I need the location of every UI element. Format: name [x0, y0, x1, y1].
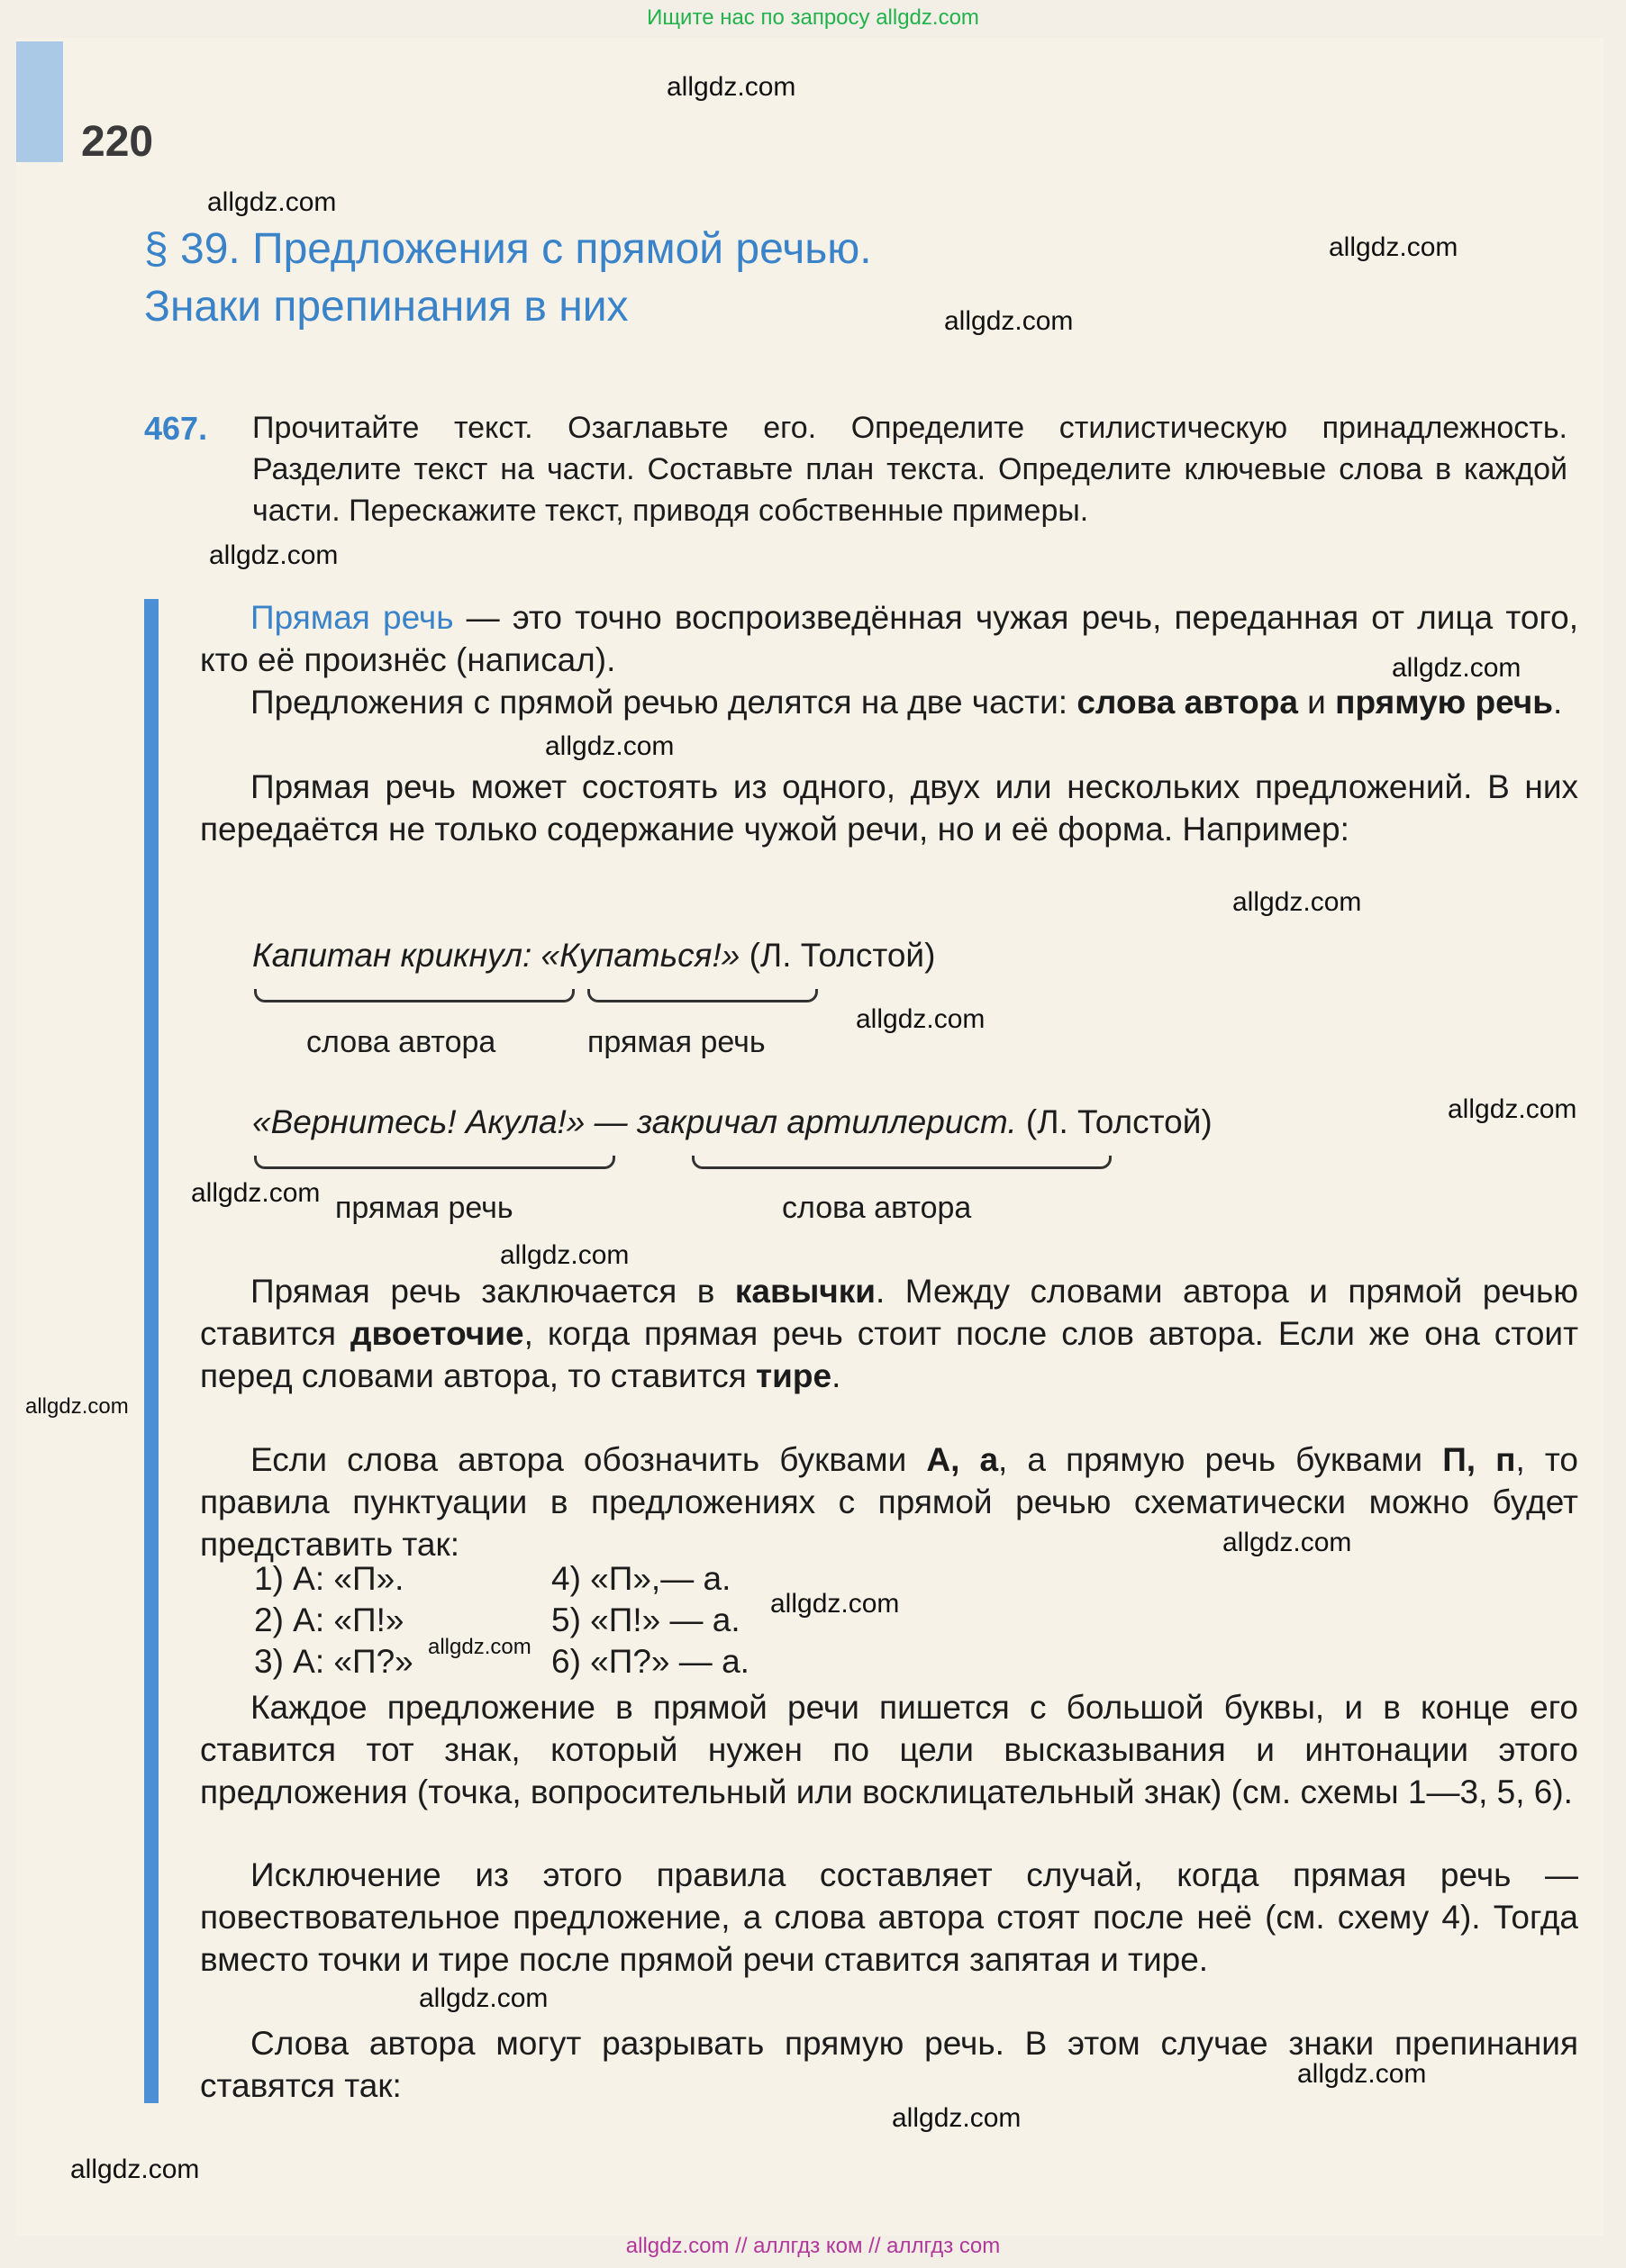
- rule-p6-text: Каждое предложение в прямой речи пишется с большой буквы, и в конце его ставится тот знак, который нужен по цели высказывания и интонации этого предложения (точка, вопросительный или восклицательный знак) (см. схемы 1—3, 5, 6).: [200, 1689, 1578, 1810]
- rule-paragraph-7: [200, 1854, 1578, 1981]
- label-speech-2: прямая речь: [335, 1191, 513, 1225]
- section-title: [144, 221, 872, 336]
- rule-p2-end: .: [1553, 684, 1563, 721]
- scheme-4: 4) «П»,— а.: [551, 1560, 731, 1597]
- watermark: allgdz.com: [191, 1178, 321, 1208]
- rule-p5-bold-2: П, п: [1442, 1441, 1516, 1478]
- rule-paragraph-1: [200, 596, 1578, 681]
- scheme-row: [254, 1641, 849, 1683]
- scheme-row: [254, 1558, 849, 1600]
- rule-p4-c: . Между словами автора и прямой речью ставится: [200, 1273, 1578, 1352]
- label-author-1: слова автора: [306, 1025, 496, 1059]
- brace-speech-1: [587, 989, 818, 1002]
- watermark: allgdz.com: [419, 1983, 549, 2013]
- rule-p2-bold-1: слова автора: [1076, 684, 1298, 721]
- rule-paragraph-4: [200, 1270, 1578, 1397]
- rule-p5-c: , а прямую речь буквами: [998, 1441, 1443, 1478]
- watermark: allgdz.com: [856, 1004, 986, 1034]
- rule-p4-a: Прямая речь заключается в: [250, 1273, 735, 1310]
- rule-p2-text: Предложения с прямой речью делятся на две части:: [250, 684, 1077, 721]
- watermark: allgdz.com: [1222, 1528, 1352, 1557]
- rule-p3-text: Прямая речь может состоять из одного, двух или нескольких предложений. В них передаётся не только содержание чужой речи, но и её форма. Например:: [200, 768, 1578, 848]
- brace-speech-2: [254, 1156, 615, 1169]
- watermark: allgdz.com: [1297, 2059, 1427, 2089]
- rule-p5-d: , то правила пунктуации в предложениях с прямой речью схематически можно будет представить так:: [200, 1441, 1578, 1563]
- rule-p4-e: .: [831, 1357, 841, 1394]
- rule-paragraph-5: [200, 1438, 1578, 1565]
- watermark: allgdz.com: [207, 187, 337, 217]
- rule-p4-bold-2: двоеточие: [350, 1315, 524, 1352]
- rule-paragraph-6: [200, 1686, 1578, 1813]
- scheme-3: 3) А: «П?»: [254, 1643, 413, 1680]
- rule-p7-text: Исключение из этого правила составляет случай, когда прямая речь — повествовательное предложение, а слова автора стоят после неё (см. схему 4). Тогда вместо точки и тире после прямой речи ставится запятая и тире.: [200, 1856, 1578, 1978]
- section-title-line-1: § 39. Предложения с прямой речью.: [144, 225, 872, 273]
- watermark: allgdz.com: [1448, 1094, 1577, 1124]
- watermark: allgdz.com: [1232, 887, 1362, 917]
- rule-p4-bold-1: кавычки: [734, 1273, 877, 1310]
- scheme-2: 2) А: «П!»: [254, 1601, 404, 1638]
- rule-p2-and: и: [1297, 684, 1336, 721]
- example-2-author: (Л. Толстой): [1016, 1103, 1213, 1140]
- rule-p2-bold-2: прямую речь: [1335, 684, 1554, 721]
- page-number: 220: [81, 118, 154, 166]
- watermark: allgdz.com: [428, 1635, 531, 1659]
- punctuation-schemes: [254, 1558, 849, 1683]
- brace-author-1: [254, 989, 575, 1002]
- watermark: allgdz.com: [892, 2103, 1022, 2133]
- rule-bar: [144, 599, 159, 2103]
- rule-p1-text: — это точно воспроизведённая чужая речь, переданная от лица того, кто её произнёс (написал).: [200, 599, 1579, 678]
- brace-author-2: [692, 1156, 1112, 1169]
- section-title-line-2: Знаки препинания в них: [144, 283, 629, 331]
- label-author-2: слова автора: [782, 1191, 972, 1225]
- rule-p4-bold-3: тире: [756, 1357, 832, 1394]
- corner-tab: [16, 41, 63, 162]
- watermark: allgdz.com: [500, 1240, 630, 1270]
- example-1-author: (Л. Толстой): [740, 937, 936, 974]
- label-speech-1: прямая речь: [587, 1025, 766, 1059]
- watermark: allgdz.com: [770, 1589, 900, 1619]
- watermark: allgdz.com: [667, 72, 796, 102]
- example-2-words: «Вернитесь! Акула!» — закричал артиллерист.: [252, 1103, 1017, 1140]
- rule-paragraph-2: [200, 681, 1578, 723]
- example-2: [252, 1103, 1213, 1141]
- example-1: [252, 937, 935, 975]
- rule-p4-d: , когда прямая речь стоит после слов автора. Если же она стоит перед словами автора, то ставится: [200, 1315, 1579, 1394]
- example-1-words: Капитан крикнул: «Купаться!»: [252, 937, 740, 974]
- rule-p8-text: Слова автора могут разрывать прямую речь. В этом случае знаки препинания ставятся так:: [200, 2025, 1578, 2104]
- watermark: allgdz.com: [25, 1394, 129, 1419]
- scheme-row: [254, 1600, 849, 1641]
- rule-p5-bold-1: А, а: [926, 1441, 999, 1478]
- watermark: allgdz.com: [1329, 232, 1458, 262]
- watermark: allgdz.com: [209, 540, 339, 570]
- exercise-text: Прочитайте текст. Озаглавьте его. Определите стилистическую принадлежность. Разделите текст на части. Составьте план текста. Определите ключевые слова в каждой части. Перескажите текст, приводя собственные примеры.: [252, 411, 1567, 528]
- bottom-banner[interactable]: allgdz.com // аллгдз ком // аллгдз com: [625, 2234, 1001, 2258]
- term-direct-speech: Прямая речь: [250, 599, 454, 636]
- scheme-5: 5) «П!» — а.: [551, 1601, 740, 1638]
- scheme-1: 1) А: «П».: [254, 1560, 404, 1597]
- watermark: allgdz.com: [545, 731, 675, 761]
- watermark: allgdz.com: [944, 306, 1074, 336]
- watermark: allgdz.com: [1392, 653, 1522, 683]
- rule-paragraph-3: [200, 766, 1578, 850]
- scheme-6: 6) «П?» — а.: [551, 1643, 749, 1680]
- watermark: allgdz.com: [70, 2155, 200, 2184]
- exercise-number: 467.: [144, 410, 208, 447]
- rule-p5-a: Если слова автора обозначить буквами: [250, 1441, 927, 1478]
- top-banner[interactable]: Ищите нас по запросу allgdz.com: [647, 5, 979, 30]
